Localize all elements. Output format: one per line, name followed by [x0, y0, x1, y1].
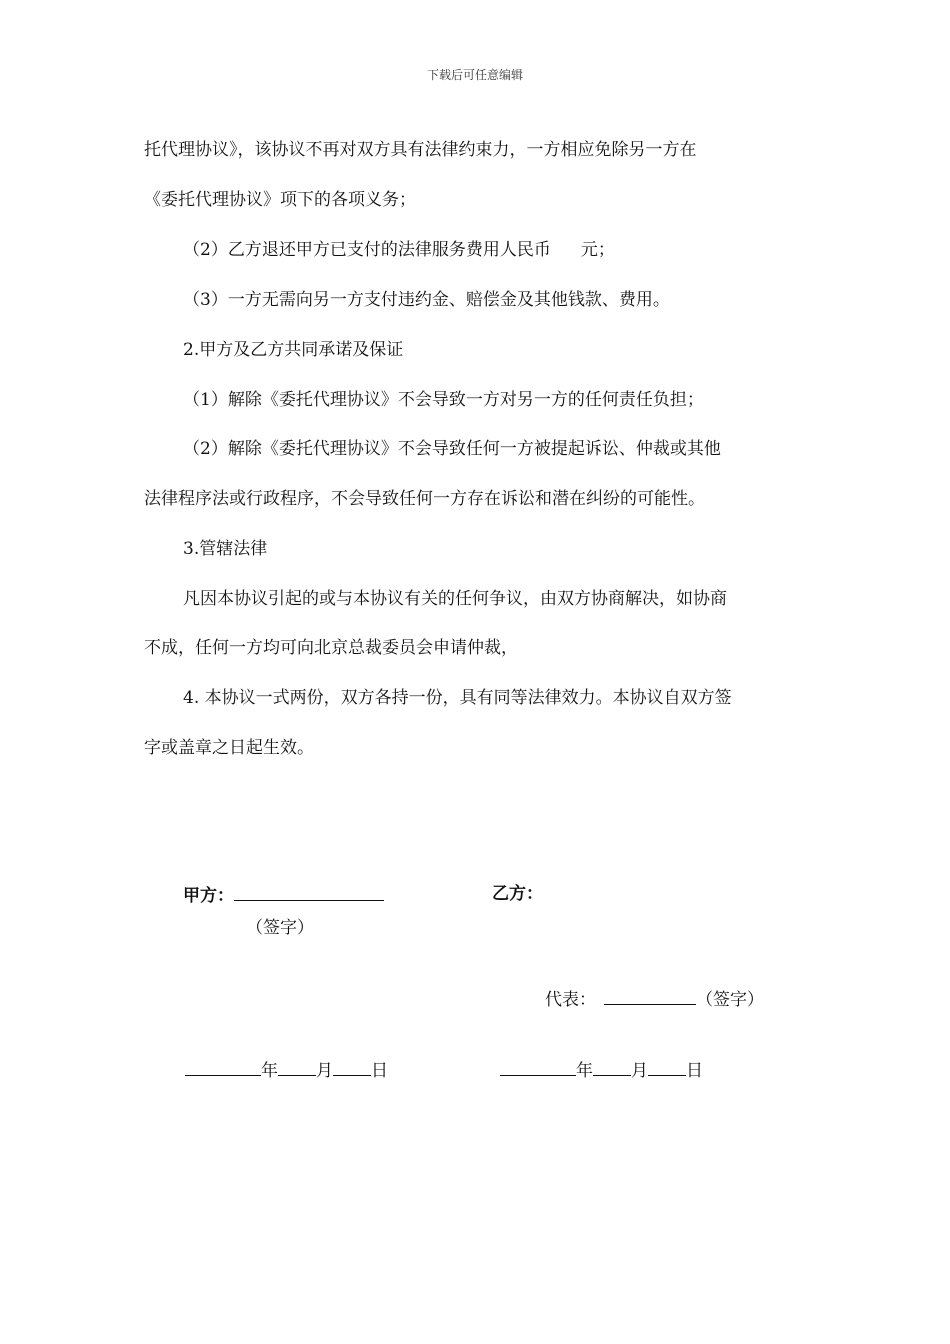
paragraph-line: 法律程序法或行政程序，不会导致任何一方存在诉讼和潜在纠纷的可能性。 [144, 489, 705, 509]
party-b-label: 乙方： [492, 884, 543, 904]
year-label: 年 [261, 1061, 278, 1081]
paragraph-line: 不成，任何一方均可向北京总裁委员会申请仲裁， [144, 638, 518, 658]
month-label: 月 [316, 1061, 333, 1081]
party-a-sign-note: （签字） [246, 918, 314, 938]
paragraph-line: 字或盖章之日起生效。 [144, 738, 314, 758]
year-blank[interactable] [500, 1057, 576, 1076]
day-label: 日 [371, 1061, 388, 1081]
section-title: 2.甲方及乙方共同承诺及保证 [183, 340, 404, 360]
month-blank[interactable] [278, 1057, 316, 1076]
party-a-signature [183, 882, 384, 908]
item-text: 元； [580, 240, 615, 260]
section-title: 3.管辖法律 [183, 539, 268, 559]
party-a-label: 甲方： [183, 886, 234, 906]
list-item: （2）解除《委托代理协议》不会导致任何一方被提起诉讼、仲裁或其他 [183, 439, 721, 459]
item-text: （2）乙方退还甲方已支付的法律服务费用人民币 [183, 240, 551, 260]
month-blank[interactable] [593, 1057, 631, 1076]
year-label: 年 [576, 1061, 593, 1081]
rep-signature-line[interactable] [604, 986, 696, 1005]
paragraph-line: 《委托代理协议》项下的各项义务； [144, 190, 416, 210]
list-item: （3）一方无需向另一方支付违约金、赔偿金及其他钱款、费用。 [183, 290, 670, 310]
paragraph-line: 凡因本协议引起的或与本协议有关的任何争议，由双方协商解决，如协商 [183, 589, 727, 609]
year-blank[interactable] [185, 1057, 261, 1076]
rep-sign-note: （签字） [696, 990, 764, 1010]
day-label: 日 [686, 1061, 703, 1081]
party-a-signature-line[interactable] [234, 882, 384, 901]
list-item [183, 238, 847, 262]
paragraph-line: 托代理协议》，该协议不再对双方具有法律约束力，一方相应免除另一方在 [144, 140, 697, 160]
paragraph-line: 4. 本协议一式两份，双方各持一份，具有同等法律效力。本协议自双方签 [183, 688, 732, 708]
rep-label: 代表： [545, 990, 596, 1010]
party-b-date [500, 1057, 703, 1083]
representative-signature [545, 986, 764, 1012]
day-blank[interactable] [648, 1057, 686, 1076]
list-item: （1）解除《委托代理协议》不会导致一方对另一方的任何责任负担； [183, 390, 704, 410]
page-header: 下载后可任意编辑 [426, 68, 523, 82]
party-a-date [185, 1057, 388, 1083]
month-label: 月 [631, 1061, 648, 1081]
day-blank[interactable] [333, 1057, 371, 1076]
